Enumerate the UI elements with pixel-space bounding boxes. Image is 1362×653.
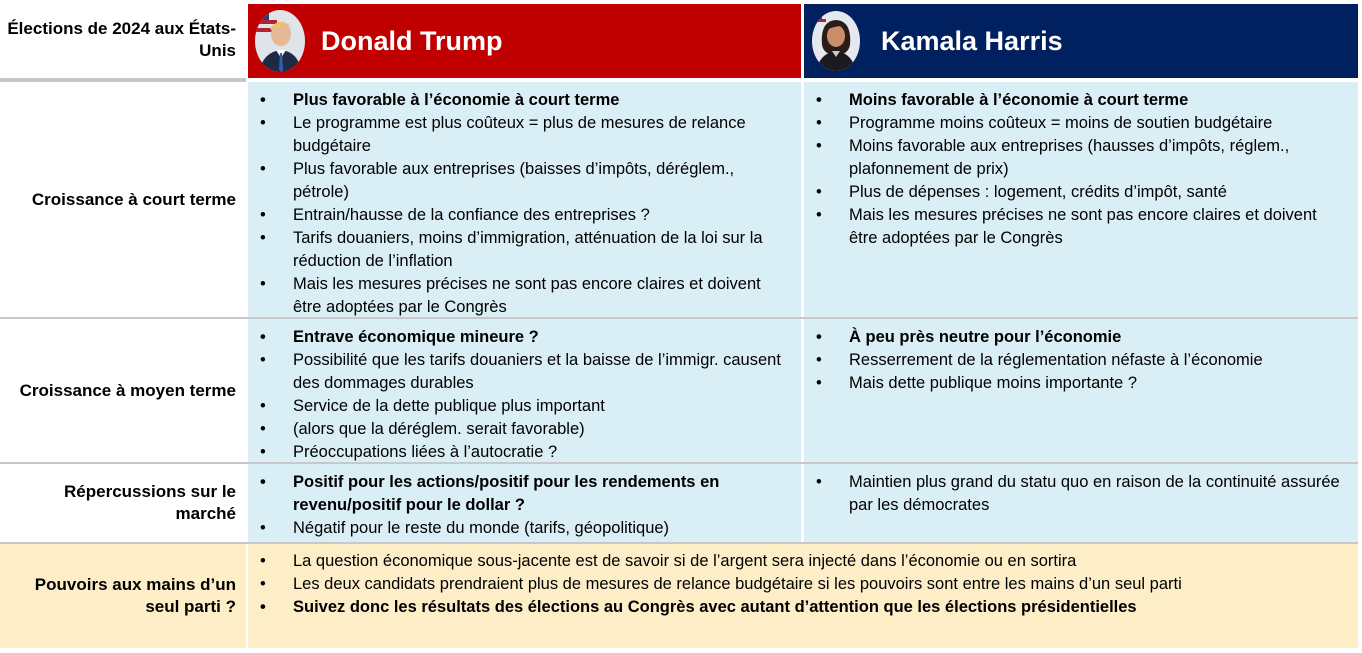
list-item: • Suivez donc les résultats des élections au Congrès avec autant d’attention que les élections présidentielles: [248, 596, 1358, 619]
list-item: • Mais les mesures précises ne sont pas encore claires et doivent être adoptées par le Congrès: [248, 273, 801, 319]
list-item: • Positif pour les actions/positif pour les rendements en revenu/positif pour le dollar ?: [248, 471, 801, 517]
list-item: • Mais les mesures précises ne sont pas encore claires et doivent être adoptées par le Congrès: [804, 204, 1358, 250]
list-item: • Possibilité que les tarifs douaniers et la baisse de l’immigr. causent des dommages durables: [248, 349, 801, 395]
harris-medium-term-cell: [804, 319, 1358, 462]
trump-market-cell: [248, 464, 801, 542]
harris-header: [804, 4, 1358, 78]
bullet-list: [804, 82, 1358, 250]
bullet-list: [248, 319, 801, 464]
list-item: • Moins favorable aux entreprises (hausses d’impôts, réglem., plafonnement de prix): [804, 135, 1358, 181]
list-item: • Négatif pour le reste du monde (tarifs, géopolitique): [248, 517, 801, 540]
list-item: • La question économique sous-jacente est de savoir si de l’argent sera injecté dans l’économie ou en sortira: [248, 550, 1358, 573]
row-label-short-term: Croissance à court terme: [0, 82, 246, 317]
bullet-list: [248, 544, 1358, 619]
list-item: • Resserrement de la réglementation néfaste à l’économie: [804, 349, 1358, 372]
list-item: • Plus favorable à l’économie à court terme: [248, 89, 801, 112]
list-item: • Moins favorable à l’économie à court terme: [804, 89, 1358, 112]
list-item: • Entrain/hausse de la confiance des entreprises ?: [248, 204, 801, 227]
harris-portrait-icon: [812, 11, 860, 71]
list-item: • Le programme est plus coûteux = plus de mesures de relance budgétaire: [248, 112, 801, 158]
list-item: • Plus favorable aux entreprises (baisses d’impôts, déréglem., pétrole): [248, 158, 801, 204]
list-item: • Plus de dépenses : logement, crédits d’impôt, santé: [804, 181, 1358, 204]
list-item: • Tarifs douaniers, moins d’immigration, atténuation de la loi sur la réduction de l’inflation: [248, 227, 801, 273]
trump-portrait-icon: [255, 10, 305, 72]
trump-medium-term-cell: [248, 319, 801, 462]
list-item: • Mais dette publique moins importante ?: [804, 372, 1358, 395]
single-party-cell: [248, 544, 1358, 648]
list-item: • Service de la dette publique plus important: [248, 395, 801, 418]
row-label-market: Répercussions sur le marché: [0, 464, 246, 542]
harris-name: Kamala Harris: [881, 25, 1063, 56]
bullet-list: [248, 82, 801, 319]
trump-name: Donald Trump: [321, 25, 503, 56]
trump-header: [248, 4, 801, 78]
bullet-list: [248, 464, 801, 540]
bullet-list: [804, 319, 1358, 395]
list-item: • Maintien plus grand du statu quo en raison de la continuité assurée par les démocrates: [804, 471, 1358, 517]
list-item: • (alors que la déréglem. serait favorable): [248, 418, 801, 441]
row-label-medium-term: Croissance à moyen terme: [0, 319, 246, 462]
list-item: • À peu près neutre pour l’économie: [804, 326, 1358, 349]
list-item: • Préoccupations liées à l’autocratie ?: [248, 441, 801, 464]
harris-short-term-cell: [804, 82, 1358, 317]
table-title: Élections de 2024 aux États-Unis: [0, 2, 246, 78]
trump-short-term-cell: [248, 82, 801, 317]
harris-market-cell: [804, 464, 1358, 542]
list-item: • Les deux candidats prendraient plus de mesures de relance budgétaire si les pouvoirs sont entre les mains d’un seul parti: [248, 573, 1358, 596]
bullet-list: [804, 464, 1358, 517]
list-item: • Programme moins coûteux = moins de soutien budgétaire: [804, 112, 1358, 135]
list-item: • Entrave économique mineure ?: [248, 326, 801, 349]
row-label-single-party: Pouvoirs aux mains d’un seul parti ?: [0, 544, 246, 648]
